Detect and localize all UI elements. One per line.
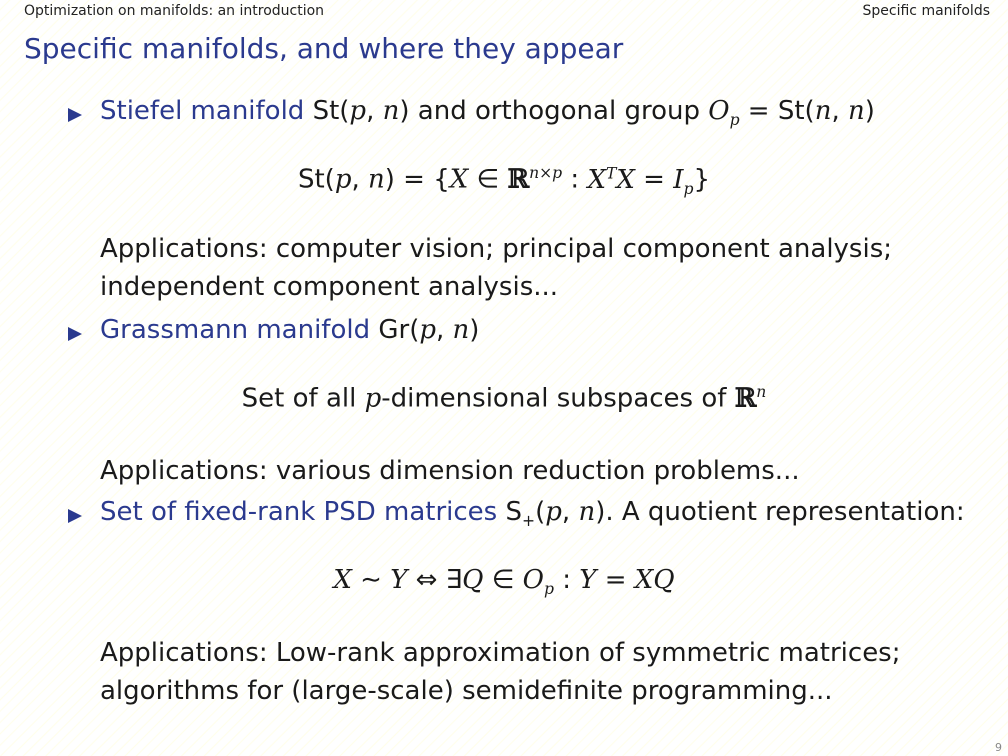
bullet-triangle-icon <box>68 509 82 523</box>
header-section-title: Specific manifolds <box>862 3 990 19</box>
slide-header <box>0 0 1008 24</box>
item-stiefel-math-name: St(p, n) <box>312 96 410 126</box>
bullet-triangle-icon <box>68 108 82 122</box>
slide-title: Specific manifolds, and where they appear <box>24 32 624 65</box>
psd-applications-line-1: Applications: Low-rank approximation of symmetric matrices; <box>100 638 901 668</box>
item-psd-math-name: $S_+(p$, n). <box>505 497 614 531</box>
item-stiefel-math-group: $O_p = St(n$, n) <box>708 96 875 130</box>
item-grassmann-label: Grassmann manifold <box>100 315 371 345</box>
item-stiefel-label: Stiefel manifold <box>100 96 305 126</box>
header-presentation-title: Optimization on manifolds: an introduction <box>24 3 325 19</box>
stiefel-applications-line-2: independent component analysis... <box>100 272 559 302</box>
grassmann-definition: Set of all p-dimensional subspaces of ℝ$^n$ <box>241 383 767 414</box>
item-stiefel-connector: and orthogonal group <box>417 96 700 126</box>
item-grassmann-math-name: Gr(p, n) <box>378 315 480 345</box>
stiefel-applications-line-1: Applications: computer vision; principal component analysis; <box>100 234 893 264</box>
bullet-triangle-icon <box>68 327 82 341</box>
grassmann-applications <box>100 452 800 490</box>
item-stiefel <box>100 96 875 129</box>
psd-applications <box>100 634 901 710</box>
psd-applications-line-2: algorithms for (large-scale) semidefinite programming... <box>100 676 833 706</box>
item-psd <box>100 497 965 530</box>
item-psd-suffix: A quotient representation: <box>621 497 965 527</box>
stiefel-applications <box>100 230 892 306</box>
grassmann-applications-line-1: Applications: various dimension reduction problems... <box>100 456 800 486</box>
item-grassmann <box>100 315 479 345</box>
page-number: 9 <box>995 741 1002 754</box>
psd-quotient-equation: X ∼ Y ⇔ ∃Q ∈ $O_p$ : Y = XQ <box>333 565 675 599</box>
stiefel-definition-equation: St(p, n) = {X ∈ ℝ$^{n\times p}$ : $X^TX = I_p$} <box>297 164 711 198</box>
item-psd-label: Set of fixed-rank PSD matrices <box>100 497 498 527</box>
